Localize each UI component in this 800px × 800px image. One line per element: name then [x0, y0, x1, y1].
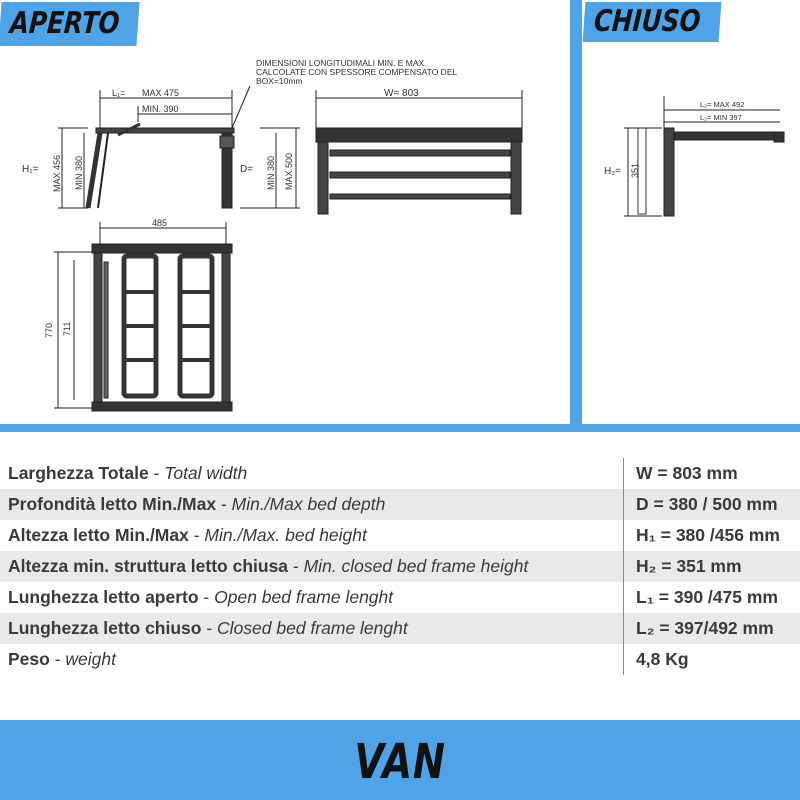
specs-table [0, 458, 800, 675]
spec-row [0, 551, 800, 582]
spec-label-en: Closed bed frame lenght [217, 618, 408, 638]
spec-label-it: Peso [8, 649, 50, 669]
w-label: W= 803 [384, 88, 419, 99]
spec-row [0, 458, 800, 489]
note-line-1: DIMENSIONI LONGITUDIMALI MIN. E MAX. [256, 58, 427, 68]
spec-label-en: Min./Max bed depth [231, 494, 386, 514]
d-min: MIN 380 [266, 155, 276, 190]
spec-separator: - [49, 649, 66, 669]
spec-label [8, 458, 247, 489]
top-width: 485 [152, 218, 168, 228]
footer-bar [0, 720, 800, 800]
spec-value: H₂ = 351 mm [636, 556, 742, 576]
spec-row [0, 613, 800, 644]
spec-separator: - [201, 618, 218, 638]
h1-max: MAX 456 [52, 154, 62, 192]
l1-max: MAX 475 [142, 88, 180, 98]
spec-separator: - [188, 525, 205, 545]
spec-label-it: Larghezza Totale [8, 463, 149, 483]
spec-row [0, 644, 800, 675]
h2-label: H₂= [604, 166, 621, 177]
note-line-2: CALCOLATE CON SPESSORE COMPENSATO DEL [256, 67, 458, 77]
d-max: MAX 500 [284, 152, 294, 190]
spec-label [8, 551, 528, 582]
open-label: APERTO [0, 2, 140, 46]
spec-label-it: Profondità letto Min./Max [8, 494, 217, 514]
spec-label-it: Altezza letto Min./Max [8, 525, 189, 545]
l1-min: MIN. 390 [142, 104, 179, 114]
spec-separator: - [198, 587, 215, 607]
note-line-3: BOX=10mm [256, 76, 303, 86]
spec-label-en: Open bed frame lenght [214, 587, 394, 607]
spec-label [8, 582, 393, 613]
spec-value: W = 803 mm [636, 463, 738, 483]
h1-min: MIN 380 [74, 155, 84, 190]
h1-label: H₁= [22, 164, 39, 175]
spec-value: D = 380 / 500 mm [636, 494, 778, 514]
dim-711: 711 [62, 321, 72, 336]
closed-bed-drawing [582, 50, 800, 424]
spec-label-it: Lunghezza letto chiuso [8, 618, 202, 638]
spec-row [0, 520, 800, 551]
l1-label: L₁= [112, 88, 126, 98]
spec-label-en: weight [65, 649, 116, 669]
h2-value: 351 [630, 162, 640, 178]
spec-row [0, 582, 800, 613]
spec-separator: - [288, 556, 304, 576]
spec-value: 4,8 Kg [636, 649, 689, 669]
spec-value: L₂ = 397/492 mm [636, 618, 774, 638]
spec-label-en: Min. closed bed frame height [303, 556, 529, 576]
spec-label-en: Total width [164, 463, 248, 483]
spec-label-it: Altezza min. struttura letto chiusa [8, 556, 289, 576]
d-label: D= [240, 164, 254, 175]
open-bed-drawing [0, 50, 570, 424]
spec-label [8, 520, 367, 551]
l2-min: L₂= MIN 397 [700, 113, 742, 122]
spec-row [0, 489, 800, 520]
spec-value: H₁ = 380 /456 mm [636, 525, 780, 545]
footer-title: VAN [354, 734, 446, 790]
spec-label [8, 489, 385, 520]
spec-separator: - [148, 463, 165, 483]
spec-label-it: Lunghezza letto aperto [8, 587, 199, 607]
spec-label [8, 613, 408, 644]
dim-770: 770 [44, 322, 54, 338]
spec-separator: - [216, 494, 232, 514]
spec-label-en: Min./Max. bed height [204, 525, 367, 545]
spec-value: L₁ = 390 /475 mm [636, 587, 778, 607]
l2-max: L₂= MAX 492 [700, 100, 745, 109]
closed-label: CHIUSO [583, 2, 722, 42]
spec-label [8, 644, 116, 675]
specs-divider [623, 458, 624, 675]
